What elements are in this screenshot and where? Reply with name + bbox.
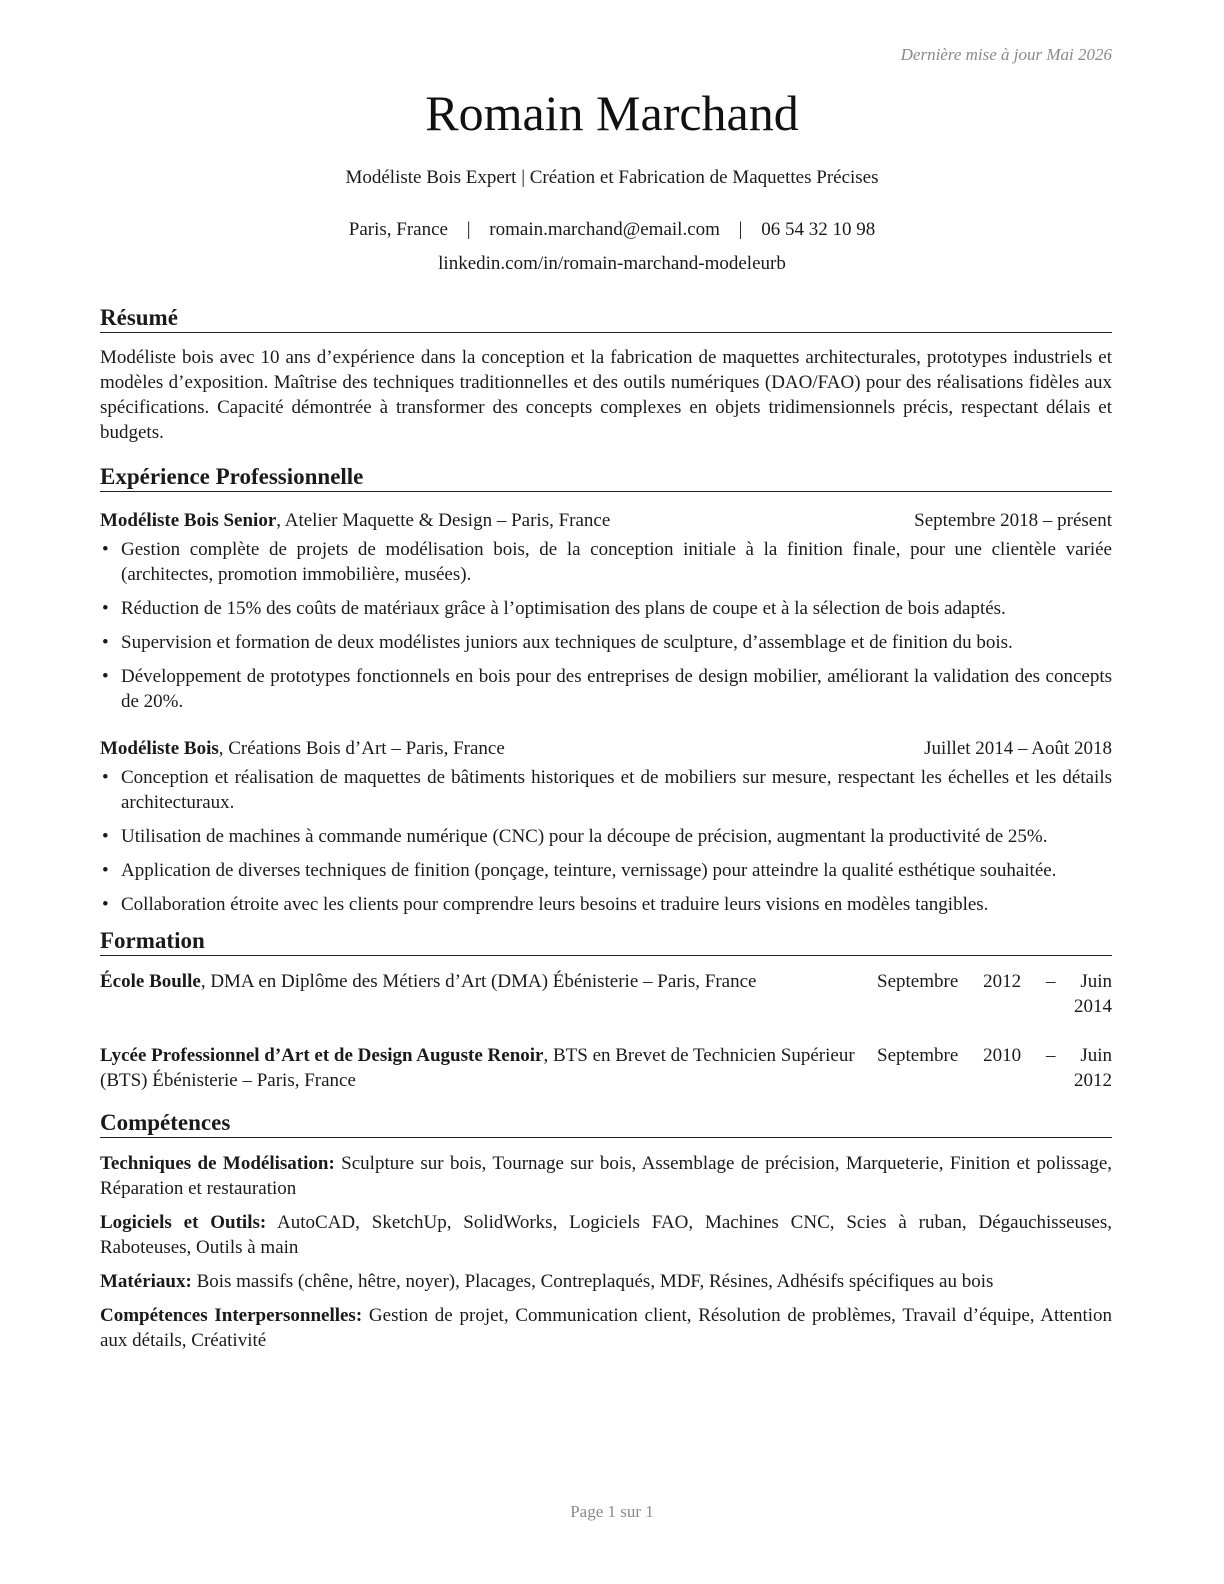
experience-section: [100, 463, 1112, 917]
school-name: École Boulle: [100, 971, 201, 992]
skill-row: [100, 1210, 1112, 1260]
bullet-icon: •: [102, 860, 109, 881]
list-item: [100, 765, 1112, 815]
list-item: [100, 537, 1112, 587]
separator: |: [738, 219, 743, 240]
list-item: [100, 858, 1112, 883]
bullet-icon: •: [102, 767, 109, 788]
email-link[interactable]: romain.marchand@email.com: [489, 219, 720, 240]
list-item: [100, 824, 1112, 849]
skill-label: Compétences Interpersonnelles:: [100, 1305, 363, 1326]
skill-label: Logiciels et Outils:: [100, 1212, 267, 1233]
skill-value: Bois massifs (chêne, hêtre, noyer), Placages, Contreplaqués, MDF, Résines, Adhésifs spécifiques au bois: [191, 1271, 994, 1292]
skill-row: [100, 1151, 1112, 1201]
list-item: [100, 596, 1112, 621]
section-heading-skills: Compétences: [100, 1109, 1112, 1138]
bullet-text: Collaboration étroite avec les clients pour comprendre leurs besoins et traduire leurs visions en modèles tangibles.: [121, 894, 989, 915]
tagline: Modéliste Bois Expert | Création et Fabrication de Maquettes Précises: [345, 167, 879, 188]
job-dates: Juillet 2014 – Août 2018: [924, 738, 1112, 759]
summary-text: Modéliste bois avec 10 ans d’expérience dans la conception et la fabrication de maquettes architecturales, prototypes industriels et modèles d’exposition. Maîtrise des techniques traditionnelles et des outils numériques (DAO/FAO) pour des réalisations fidèles aux spécifications. Capacité démontrée à transformer des concepts complexes en objets tridimensionnels précis, respectant délais et budgets.: [100, 347, 1112, 443]
education-dates: [877, 969, 1112, 1019]
bullet-text: Développement de prototypes fonctionnels en bois pour des entreprises de design mobilier, améliorant la validation des concepts de 20%.: [121, 666, 1112, 712]
list-item: [100, 630, 1112, 655]
bullet-icon: •: [102, 826, 109, 847]
phone: 06 54 32 10 98: [761, 219, 876, 240]
summary-section: [100, 304, 1112, 445]
degree: , DMA en Diplôme des Métiers d’Art (DMA) Ébénisterie – Paris, France: [200, 971, 757, 992]
education-school-line: [100, 1043, 875, 1093]
education-section: [100, 927, 1112, 1093]
section-heading-education: Formation: [100, 927, 1112, 956]
bullet-icon: •: [102, 894, 109, 915]
education-school-line: [100, 969, 875, 1019]
school-name: Lycée Professionnel d’Art et de Design Auguste Renoir: [100, 1045, 544, 1066]
education-item: [100, 1043, 1112, 1093]
location: Paris, France: [348, 219, 448, 240]
skill-value: Gestion de projet, Communication client, Résolution de problèmes, Travail d’équipe, Attention aux détails, Créativité: [100, 1305, 1112, 1351]
job-header: [100, 736, 1112, 761]
resume-body: [100, 304, 1112, 1353]
list-item: [100, 892, 1112, 917]
job-company: , Atelier Maquette & Design – Paris, France: [276, 510, 611, 531]
dates-line: Septembre 2012 – Juin: [877, 971, 1112, 992]
job-bullets: [100, 765, 1112, 917]
bullet-icon: •: [102, 632, 109, 653]
job-company: , Créations Bois d’Art – Paris, France: [218, 738, 505, 759]
bullet-text: Application de diverses techniques de finition (ponçage, teinture, vernissage) pour atteindre la qualité esthétique souhaitée.: [121, 860, 1057, 881]
bullet-icon: •: [102, 598, 109, 619]
job-bullets: [100, 537, 1112, 714]
section-heading-summary: Résumé: [100, 304, 1112, 333]
job-title: Modéliste Bois: [100, 738, 219, 759]
skill-value: Sculpture sur bois, Tournage sur bois, Assemblage de précision, Marqueterie, Finition et polissage, Réparation et restauration: [100, 1153, 1112, 1199]
bullet-text: Conception et réalisation de maquettes de bâtiments historiques et de mobiliers sur mesure, respectant les échelles et les détails architecturaux.: [121, 767, 1112, 813]
contact-line: [0, 219, 1224, 241]
bullet-text: Supervision et formation de deux modélistes juniors aux techniques de sculpture, d’assemblage et de finition du bois.: [121, 632, 1013, 653]
dates-line: Septembre 2010 – Juin: [877, 1045, 1112, 1066]
bullet-text: Utilisation de machines à commande numérique (CNC) pour la découpe de précision, augmentant la productivité de 25%.: [121, 826, 1048, 847]
job-header: [100, 508, 1112, 533]
education-dates: [877, 1043, 1112, 1093]
section-heading-experience: Expérience Professionnelle: [100, 463, 1112, 492]
job-title: Modéliste Bois Senior: [100, 510, 277, 531]
page-number: Page 1 sur 1: [570, 1502, 654, 1521]
bullet-icon: •: [102, 539, 109, 560]
separator: |: [466, 219, 471, 240]
skill-row: [100, 1303, 1112, 1353]
dates-line: 2012: [1074, 1070, 1112, 1091]
degree: , BTS en Brevet de Technicien Supérieur (BTS) Ébénisterie – Paris, France: [100, 1045, 855, 1091]
job-title-line: [100, 508, 610, 533]
list-item: [100, 664, 1112, 714]
dates-line: 2014: [1074, 996, 1112, 1017]
education-item: [100, 969, 1112, 1019]
bullet-text: Réduction de 15% des coûts de matériaux grâce à l’optimisation des plans de coupe et à la sélection de bois adaptés.: [121, 598, 1006, 619]
skill-value: AutoCAD, SketchUp, SolidWorks, Logiciels FAO, Machines CNC, Scies à ruban, Dégauchisseuses, Raboteuses, Outils à main: [100, 1212, 1112, 1258]
skill-row: [100, 1269, 1112, 1294]
skill-label: Matériaux:: [100, 1271, 192, 1292]
job-title-line: [100, 736, 505, 761]
candidate-name: Romain Marchand: [425, 85, 799, 141]
linkedin-link[interactable]: linkedin.com/in/romain-marchand-modeleurb: [438, 253, 786, 274]
skills-section: [100, 1109, 1112, 1353]
skill-label: Techniques de Modélisation:: [100, 1153, 335, 1174]
job-dates: Septembre 2018 – présent: [914, 510, 1112, 531]
bullet-text: Gestion complète de projets de modélisation bois, de la conception initiale à la finition finale, pour une clientèle variée (architectes, promotion immobilière, musées).: [121, 539, 1112, 585]
last-updated: Dernière mise à jour Mai 2026: [900, 45, 1112, 64]
bullet-icon: •: [102, 666, 109, 687]
